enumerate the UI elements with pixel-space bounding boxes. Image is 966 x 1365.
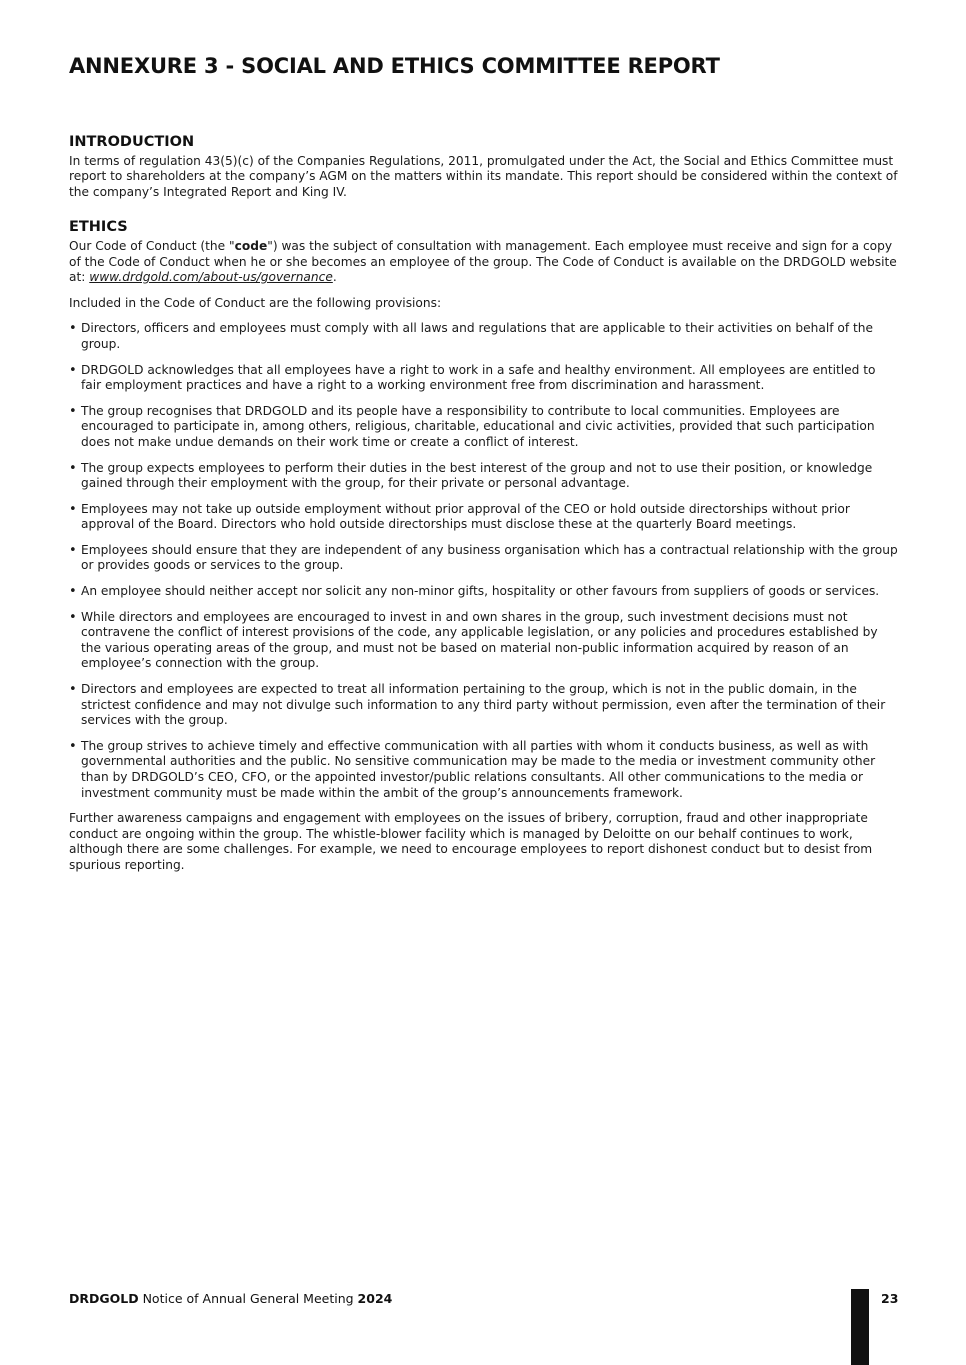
footer-year: 2024 xyxy=(357,1291,393,1306)
provisions-list xyxy=(69,321,899,801)
list-item: • Directors, officers and employees must comply with all laws and regulations that are applicable to their activities on behalf of the group. xyxy=(69,321,899,352)
list-item: • Employees may not take up outside employment without prior approval of the CEO or hold outside directorships without prior approval of the Board. Directors who hold outside directorships must disclose these at the quarterly Board meetings. xyxy=(69,502,899,533)
footer-company: DRDGOLD xyxy=(69,1291,139,1306)
introduction-paragraph: In terms of regulation 43(5)(c) of the Companies Regulations, 2011, promulgated under the Act, the Social and Ethics Committee must report to shareholders at the company’s AGM on the matters within its mandate. This report should be considered within the context of the company’s Integrated Report and King IV. xyxy=(69,153,898,199)
link-suffix: . xyxy=(332,270,337,285)
introduction-heading: INTRODUCTION xyxy=(69,134,195,150)
code-term: code xyxy=(234,238,268,253)
page-number: 23 xyxy=(881,1291,899,1306)
list-item: • While directors and employees are encouraged to invest in and own shares in the group, such investment decisions must not contravene the conflict of interest provisions of the code, any applicable legislation, or any policies and procedures established by the various operating areas of the group, and must not be based on material non-public information acquired by reason of an employee’s connection with the group. xyxy=(69,610,899,672)
closing-paragraph: Further awareness campaigns and engagement with employees on the issues of bribery, corruption, fraud and other inappropriate conduct are ongoing within the group. The whistle-blower facility which is managed by Deloitte on our behalf continues to work, although there are some challenges. For example, we need to encourage employees to report dishonest conduct but to desist from spurious reporting. xyxy=(69,811,873,872)
document-body xyxy=(69,135,899,884)
page-title: ANNEXURE 3 - SOCIAL AND ETHICS COMMITTEE REPORT xyxy=(69,54,720,78)
list-item: • The group recognises that DRDGOLD and its people have a responsibility to contribute to local communities. Employees are encouraged to participate in, among others, religious, charitable, educational and civic activities, provided that such participation does not make undue demands on their work time or create a conflict of interest. xyxy=(69,404,899,451)
list-item: • The group strives to achieve timely and effective communication with all parties with whom it conducts business, as well as with governmental authorities and the public. No sensitive communication may be made to the media or investment community other than by DRDGOLD’s CEO, CFO, or the appointed investor/public relations consultants. All other communications to the media or investment community must be made within the ambit of the group’s announcements framework. xyxy=(69,739,899,801)
ethics-paragraph-end: ") was the subject of consultation with management. Each employee must receive and sign for a copy of the Code of Conduct when he or she becomes an employee of the group. The Code of Conduct is available on the DRDGOLD website at: xyxy=(69,238,897,285)
list-item: • An employee should neither accept nor solicit any non-minor gifts, hospitality or other favours from suppliers of goods or services. xyxy=(69,584,899,600)
list-item: • Employees should ensure that they are independent of any business organisation which has a contractual relationship with the group or provides goods or services to the group. xyxy=(69,543,899,574)
footer-accent-bar xyxy=(851,1289,869,1365)
ethics-heading: ETHICS xyxy=(69,219,128,236)
provisions-intro: Included in the Code of Conduct are the following provisions: xyxy=(69,295,442,310)
list-item: • DRDGOLD acknowledges that all employees have a right to work in a safe and healthy environment. All employees are entitled to fair employment practices and have a right to a working environment free from discrimination and harassment. xyxy=(69,363,899,394)
footer-publication: Notice of Annual General Meeting xyxy=(138,1291,358,1306)
ethics-paragraph xyxy=(69,239,899,286)
ethics-paragraph-start: Our Code of Conduct (the " xyxy=(69,238,235,253)
footer xyxy=(69,1291,392,1306)
list-item: • Directors and employees are expected to treat all information pertaining to the group, which is not in the public domain, in the strictest confidence and may not divulge such information to any third party without permission, even after the termination of their services with the group. xyxy=(69,682,899,729)
governance-link[interactable]: www.drdgold.com/about-us/governance xyxy=(89,270,333,285)
list-item: • The group expects employees to perform their duties in the best interest of the group and not to use their position, or knowledge gained through their employment with the group, for their private or personal advantage. xyxy=(69,461,899,492)
